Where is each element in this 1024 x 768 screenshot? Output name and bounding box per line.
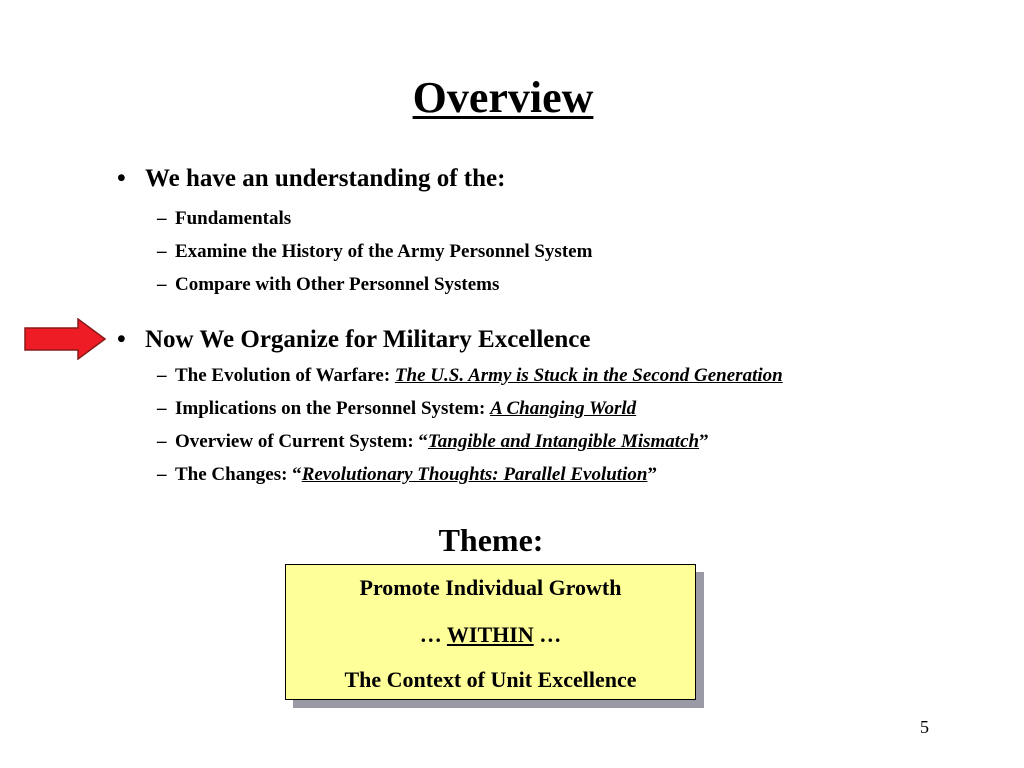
theme-line-growth: Promote Individual Growth: [359, 575, 622, 600]
sub-text: Fundamentals: [175, 208, 292, 229]
sub-emphasis: A Changing World: [490, 398, 637, 419]
sub-prefix: The Evolution of Warfare:: [175, 365, 395, 386]
red-right-arrow-icon: [24, 318, 106, 360]
sub-text: Compare with Other Personnel Systems: [175, 274, 500, 295]
sub-item-history: [157, 240, 592, 264]
sub-emphasis: Tangible and Intangible Mismatch: [427, 431, 700, 452]
sub-suffix: ”: [647, 464, 657, 485]
page-number: 5: [920, 717, 929, 737]
theme-line-context: The Context of Unit Excellence: [344, 667, 637, 692]
bullet-marker: •: [117, 326, 126, 353]
sub-suffix: ”: [699, 431, 709, 452]
theme-line-within: [286, 622, 695, 648]
sub-prefix: Overview of Current System: “: [175, 431, 428, 452]
sub-prefix: The Changes: “: [175, 464, 302, 485]
sub-marker: –: [157, 365, 167, 386]
bullet-marker: •: [117, 165, 126, 192]
bullet-item-organize: [117, 325, 590, 355]
bullet-item-understanding: [117, 164, 505, 194]
sub-marker: –: [157, 431, 167, 452]
sub-marker: –: [157, 464, 167, 485]
bullet-text: We have an understanding of the:: [145, 165, 506, 192]
sub-emphasis: Revolutionary Thoughts: Parallel Evolution: [301, 464, 648, 485]
sub-marker: –: [157, 274, 167, 295]
sub-emphasis: The U.S. Army is Stuck in the Second Generation: [394, 365, 783, 386]
sub-marker: –: [157, 208, 167, 229]
sub-item-current-system: [157, 430, 709, 454]
sub-item-evolution-of-warfare: [157, 364, 783, 388]
theme-within-prefix: …: [419, 622, 447, 647]
sub-marker: –: [157, 398, 167, 419]
sub-prefix: Implications on the Personnel System:: [175, 398, 491, 419]
theme-heading: Theme:: [438, 522, 544, 558]
slide-title: Overview: [412, 73, 594, 122]
sub-item-compare: [157, 273, 499, 297]
sub-item-changes: [157, 463, 657, 487]
sub-marker: –: [157, 241, 167, 262]
sub-text: Examine the History of the Army Personnel System: [175, 241, 593, 262]
theme-box: [285, 564, 696, 700]
sub-item-implications: [157, 397, 636, 421]
theme-within-suffix: …: [533, 622, 562, 647]
theme-within-emphasis: WITHIN: [446, 622, 534, 647]
sub-item-fundamentals: [157, 207, 291, 231]
bullet-text: Now We Organize for Military Excellence: [145, 326, 591, 353]
